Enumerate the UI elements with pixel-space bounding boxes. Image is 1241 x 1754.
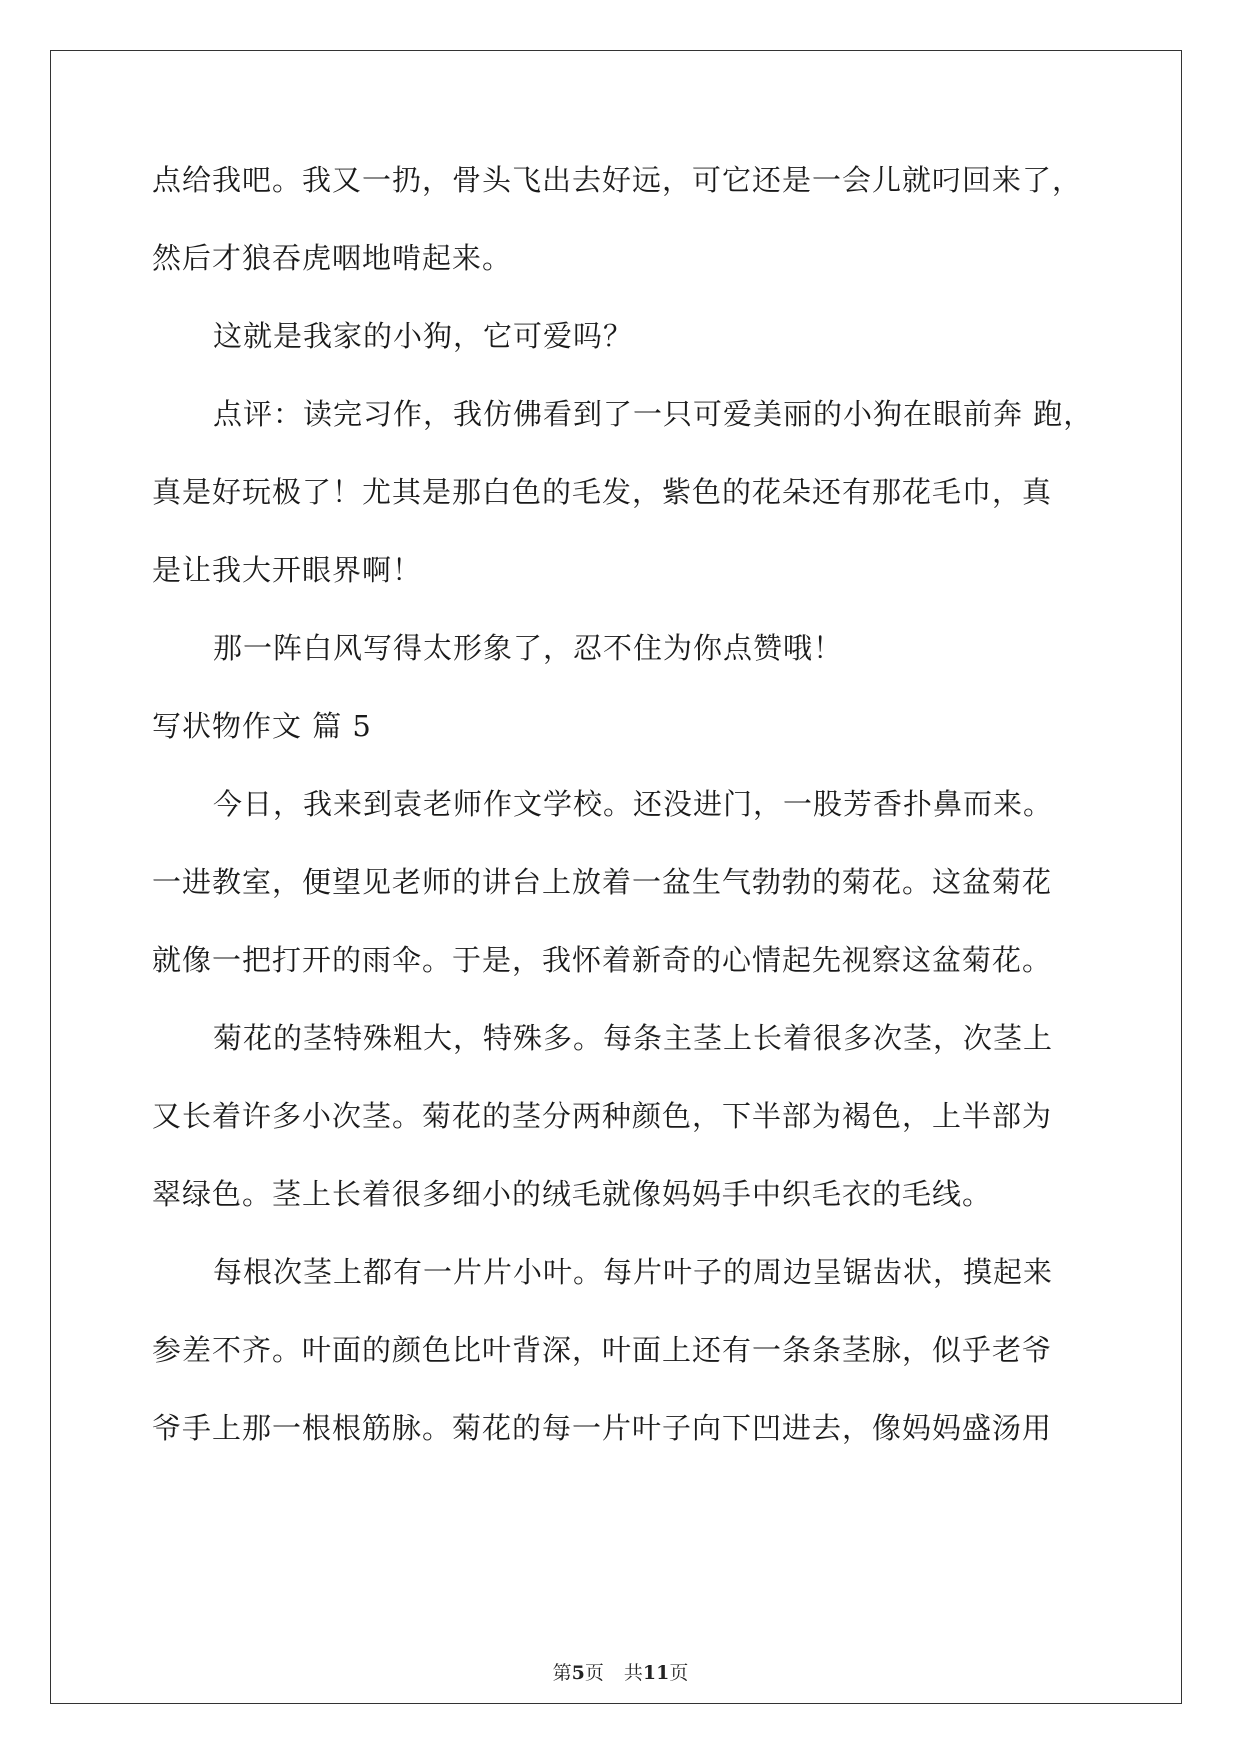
paragraph-line: 这就是我家的小狗，它可爱吗？ (213, 319, 634, 353)
document-body (152, 160, 1094, 1486)
text-line: 真是好玩极了！尤其是那白色的毛发，紫色的花朵还有那花毛巾，真 (152, 475, 1053, 509)
text-line: 翠绿色。茎上长着很多细小的绒毛就像妈妈手中织毛衣的毛线。 (152, 1177, 993, 1211)
text-line: 又长着许多小次茎。菊花的茎分两种颜色，下半部为褐色，上半部为 (152, 1099, 1053, 1133)
text-line: 参差不齐。叶面的颜色比叶背深，叶面上还有一条条茎脉，似乎老爷 (152, 1333, 1053, 1367)
paragraph-line: 点评：读完习作，我仿佛看到了一只可爱美丽的小狗在眼前奔 跑， (213, 397, 1094, 431)
paragraph-line: 菊花的茎特殊粗大，特殊多。每条主茎上长着很多次茎，次茎上 (213, 1021, 1054, 1055)
text-line: 是让我大开眼界啊！ (152, 553, 423, 587)
text-line: 然后才狼吞虎咽地啃起来。 (152, 241, 513, 275)
text-line: 就像一把打开的雨伞。于是，我怀着新奇的心情起先视察这盆菊花。 (152, 943, 1053, 977)
text-line: 一进教室，便望见老师的讲台上放着一盆生气勃勃的菊花。这盆菊花 (152, 865, 1053, 899)
text-line: 点给我吧。我又一扔，骨头飞出去好远，可它还是一会儿就叼回来了， (152, 163, 1083, 197)
page-suffix: 页 (584, 1662, 604, 1684)
total-prefix: 共 (623, 1662, 643, 1684)
section-heading: 写状物作文 篇 5 (152, 709, 372, 743)
paragraph-line: 今日，我来到袁老师作文学校。还没进门，一股芳香扑鼻而来。 (213, 787, 1054, 821)
paragraph-line: 那一阵白风写得太形象了，忍不住为你点赞哦！ (213, 631, 844, 665)
paragraph-line: 每根次茎上都有一片片小叶。每片叶子的周边呈锯齿状，摸起来 (213, 1255, 1054, 1289)
total-suffix: 页 (669, 1662, 689, 1684)
current-page-number: 5 (571, 1662, 585, 1684)
total-page-count: 11 (642, 1662, 670, 1684)
text-line: 爷手上那一根根筋脉。菊花的每一片叶子向下凹进去，像妈妈盛汤用 (152, 1411, 1053, 1445)
page-footer (0, 1658, 1241, 1685)
page-prefix: 第 (552, 1662, 572, 1684)
